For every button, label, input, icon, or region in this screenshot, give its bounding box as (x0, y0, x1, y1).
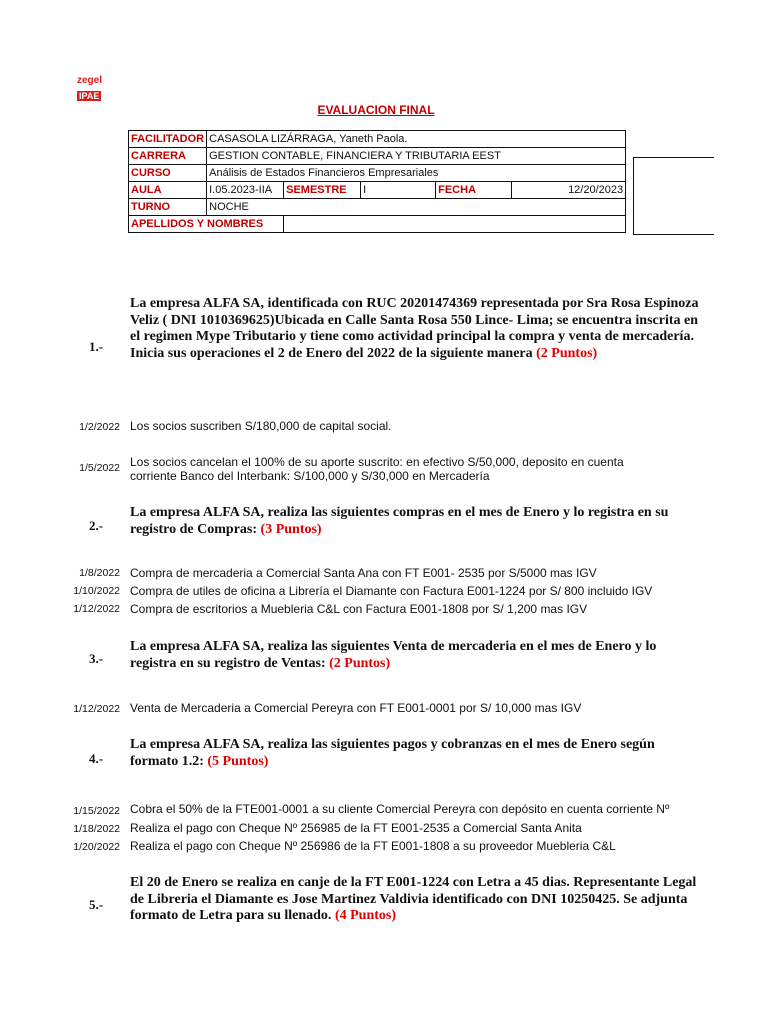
entry-date: 1/5/2022 (79, 462, 120, 474)
grade-box (633, 157, 714, 235)
entry-date: 1/20/2022 (73, 841, 120, 853)
aula-label: AULA (129, 182, 207, 199)
question-number: 5.- (89, 897, 104, 912)
entry-date: 1/10/2022 (73, 585, 120, 597)
zegel-ipae-logo (77, 76, 102, 104)
logo-line2: IPAE (79, 91, 100, 101)
semestre-value: I (361, 182, 436, 199)
fecha-label: FECHA (436, 182, 512, 199)
entry-text: Compra de escritorios a Muebleria C&L con Factura E001-1808 por S/ 1,200 mas IGV (130, 602, 588, 616)
question-points: (4 Puntos) (334, 908, 396, 923)
aula-value: I.05.2023-IIA (207, 182, 284, 199)
carrera-label: CARRERA (129, 148, 207, 165)
question-text: La empresa ALFA SA, identificada con RUC 20201474369 representada por Sra Rosa Espinoza Veliz ( DNI 1010369625)Ubicada en Calle Santa Rosa 550 Lince- Lima; se encuentra inscrita en el regimen Mype Tributario y tiene como actividad principal la compra y venta de mercadería. Inicia sus operaciones el 2 de Enero del 2022 de la siguiente manera (130, 296, 699, 361)
entry-date: 1/2/2022 (79, 421, 120, 433)
curso-value: Análisis de Estados Financieros Empresariales (207, 165, 626, 182)
entry-text: Los socios suscriben S/180,000 de capital social. (130, 419, 392, 433)
question-number: 3.- (89, 651, 104, 666)
entry-date: 1/8/2022 (79, 567, 120, 579)
question-5 (130, 875, 705, 925)
entry-text: Realiza el pago con Cheque Nº 256985 de la FT E001-2535 a Comercial Santa Anita (130, 821, 582, 835)
entry-text: Los socios cancelan el 100% de su aporte suscrito: en efectivo S/50,000, deposito en cuenta (130, 455, 624, 469)
question-number: 1.- (89, 339, 104, 354)
question-text: La empresa ALFA SA, realiza las siguientes Venta de mercaderia en el mes de Enero y lo registra en su registro de Ventas: (130, 639, 657, 671)
entry-text: Venta de Mercaderia a Comercial Pereyra con FT E001-0001 por S/ 10,000 mas IGV (130, 701, 582, 715)
entry-text: Compra de mercaderia a Comercial Santa Ana con FT E001- 2535 por S/5000 mas IGV (130, 566, 597, 580)
carrera-value: GESTION CONTABLE, FINANCIERA Y TRIBUTARIA EEST (207, 148, 626, 165)
entry-date: 1/12/2022 (73, 703, 120, 715)
facilitador-value: CASASOLA LIZÁRRAGA, Yaneth Paola. (207, 131, 626, 148)
entry-text-continued: corriente Banco del Interbank: S/100,000 y S/30,000 en Mercadería (130, 469, 490, 483)
question-number: 4.- (89, 751, 104, 766)
question-points: (2 Puntos) (329, 655, 391, 671)
curso-label: CURSO (129, 165, 207, 182)
page-title: EVALUACION FINAL (317, 103, 435, 117)
entry-date: 1/15/2022 (73, 805, 120, 817)
turno-value: NOCHE (207, 199, 626, 216)
question-text: El 20 de Enero se realiza en canje de la FT E001-1224 con Letra a 45 dias. Representante Legal de Libreria el Diamante es Jose Martinez Valdivia identificado con DNI 10250425. Se adjunta formato de Letra para su llenado. (130, 875, 697, 923)
entry-text: Cobra el 50% de la FTE001-0001 a su cliente Comercial Pereyra con depósito en cuenta corriente Nº (130, 802, 670, 816)
question-1 (130, 296, 705, 362)
question-text: La empresa ALFA SA, realiza las siguientes compras en el mes de Enero y lo registra en su registro de Compras: (130, 505, 669, 537)
semestre-label: SEMESTRE (284, 182, 361, 199)
question-2 (130, 505, 705, 538)
question-points: (3 Puntos) (260, 521, 322, 537)
entry-date: 1/18/2022 (73, 823, 120, 835)
fecha-value: 12/20/2023 (512, 182, 626, 199)
question-4 (130, 737, 705, 770)
entry-date: 1/12/2022 (73, 603, 120, 615)
question-points: (5 Puntos) (207, 753, 269, 769)
logo-line1: zegel (77, 75, 103, 86)
apellidos-label: APELLIDOS Y NOMBRES (129, 216, 284, 233)
apellidos-value[interactable] (284, 216, 626, 233)
entry-text: Compra de utiles de oficina a Librería el Diamante con Factura E001-1224 por S/ 800 incluido IGV (130, 584, 653, 598)
turno-label: TURNO (129, 199, 207, 216)
facilitador-label: FACILITADOR (129, 131, 207, 148)
entry-text: Realiza el pago con Cheque Nº 256986 de la FT E001-1808 a su proveedor Muebleria C&L (130, 839, 616, 853)
question-number: 2.- (89, 518, 104, 533)
question-text: La empresa ALFA SA, realiza las siguientes pagos y cobranzas en el mes de Enero según formato 1.2: (130, 737, 655, 769)
header-table (128, 130, 626, 233)
question-3 (130, 639, 705, 672)
question-points: (2 Puntos) (536, 345, 598, 361)
